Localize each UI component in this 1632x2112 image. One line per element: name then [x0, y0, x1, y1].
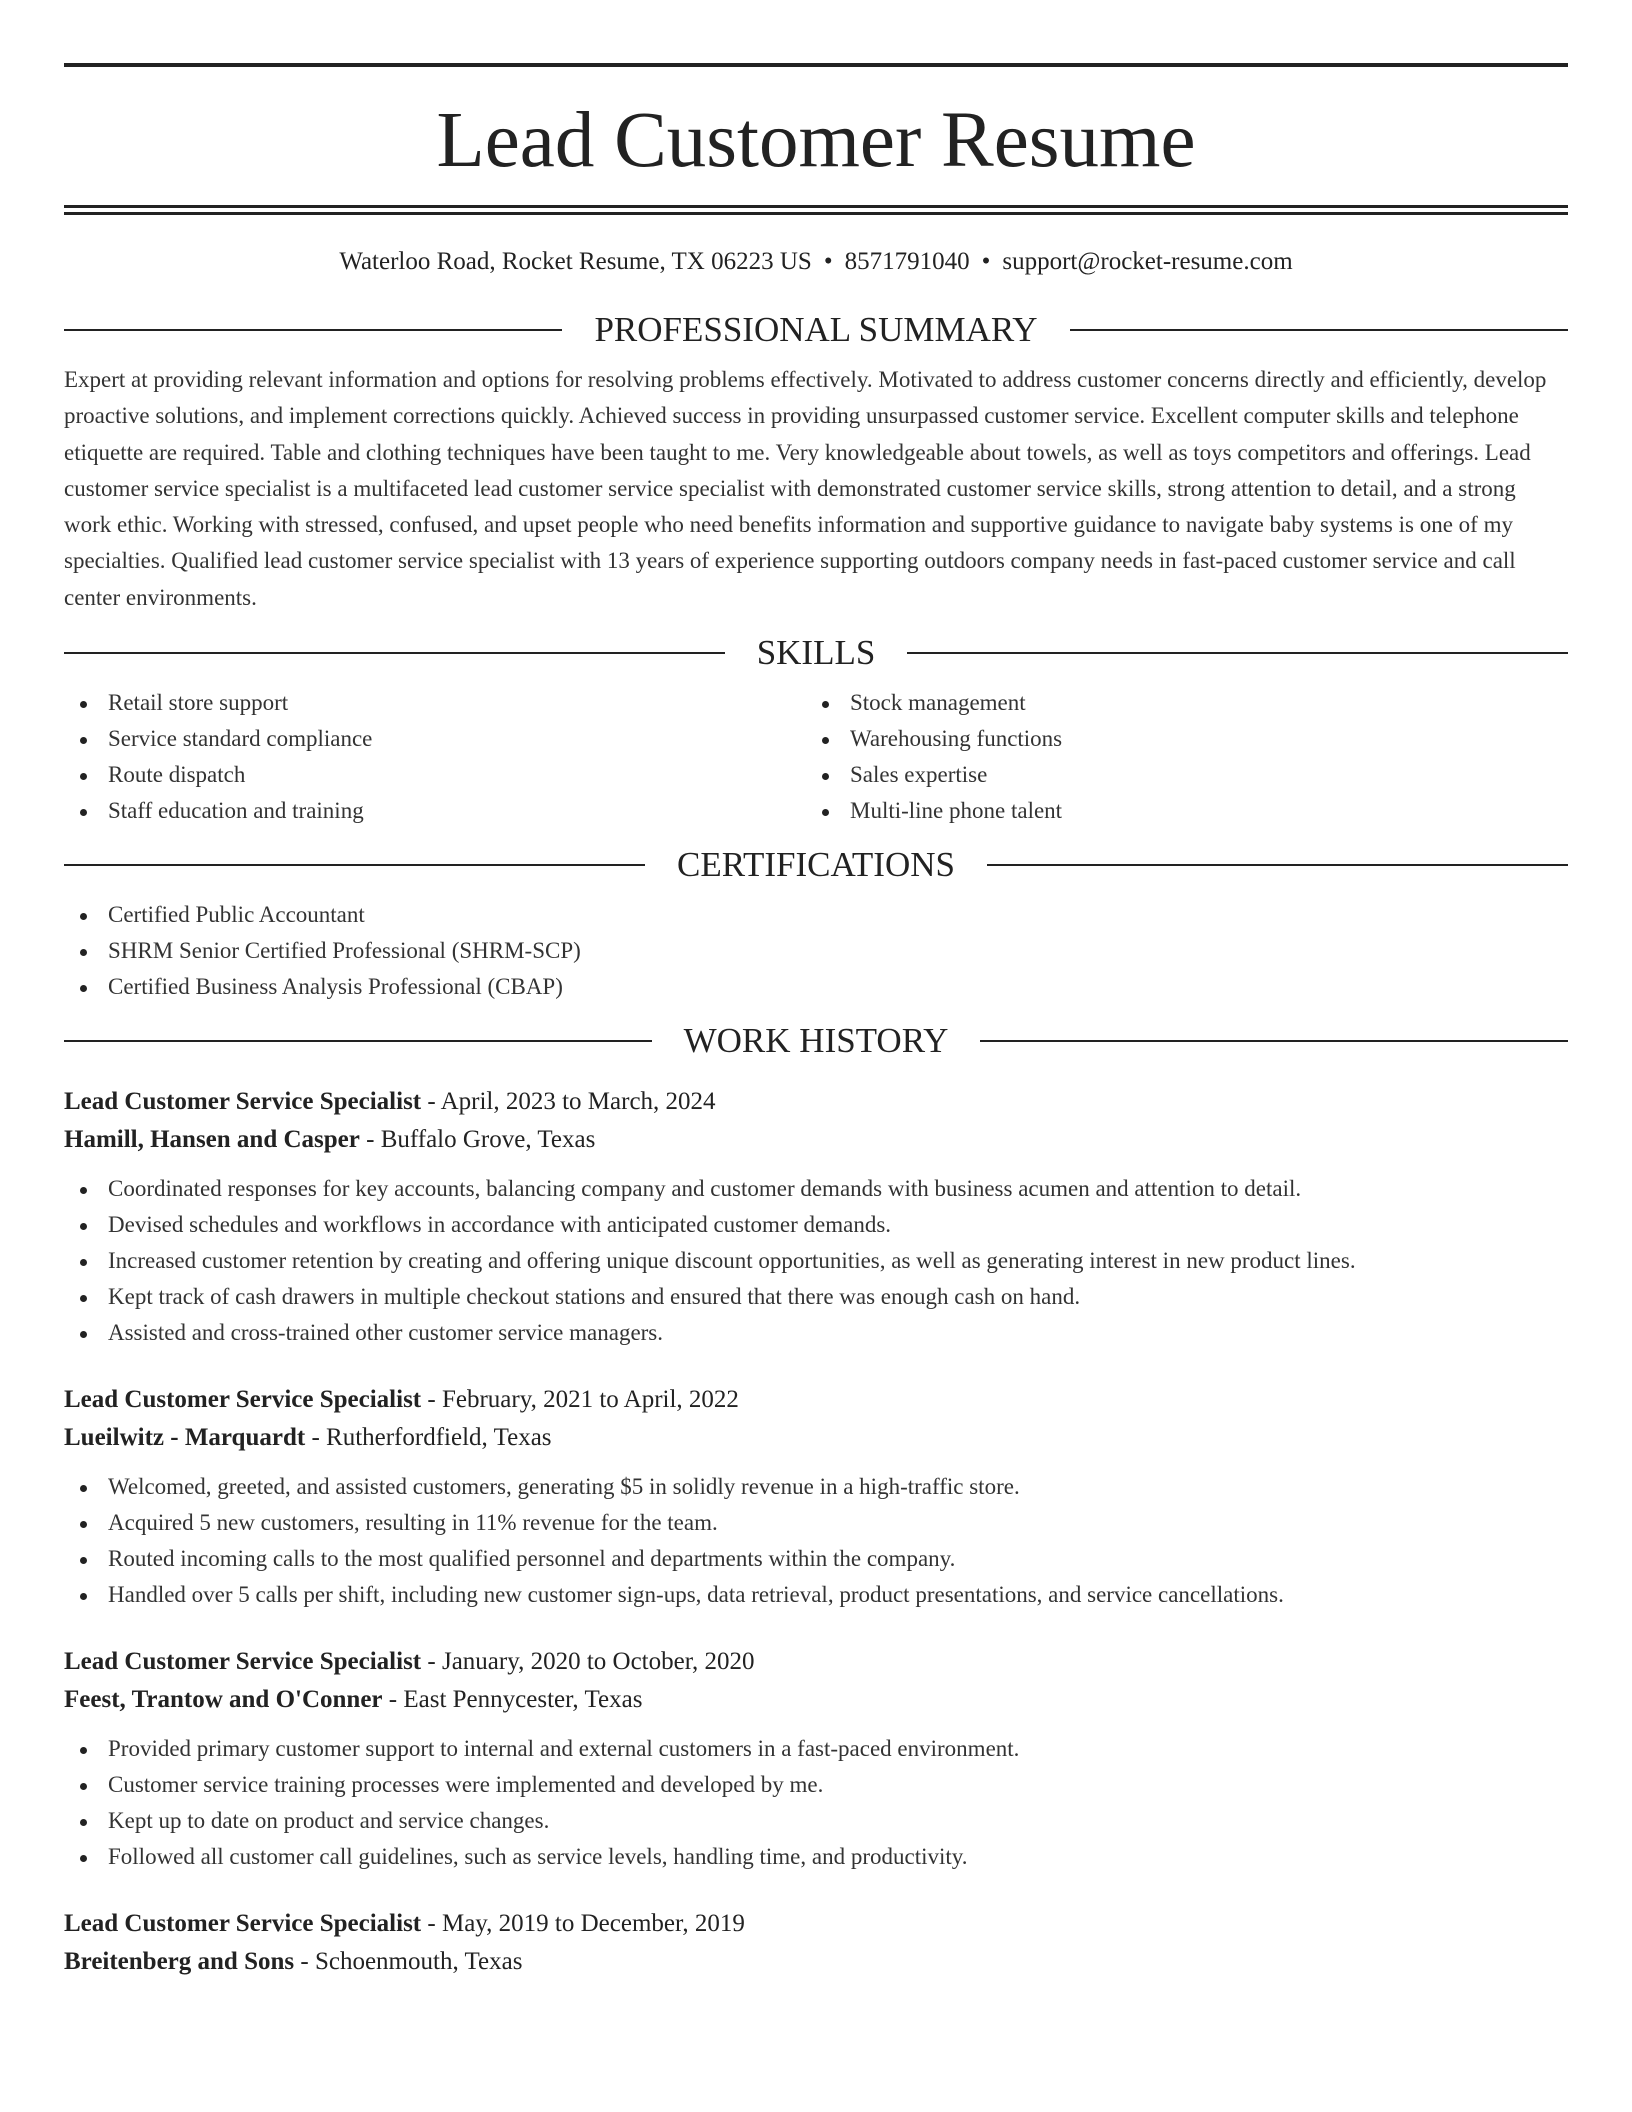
heading-rule — [987, 864, 1568, 866]
job-entry — [64, 1905, 1568, 1981]
job-entry — [64, 1083, 1568, 1351]
job-company-line — [64, 1121, 1568, 1159]
resume-page — [64, 63, 1568, 1981]
job-bullet: Provided primary customer support to internal and external customers in a fast-paced environment. — [64, 1731, 1568, 1767]
certifications-heading-label: CERTIFICATIONS — [677, 845, 955, 885]
job-bullet: Routed incoming calls to the most qualified personnel and departments within the company. — [64, 1541, 1568, 1577]
job-bullet: Devised schedules and workflows in accordance with anticipated customer demands. — [64, 1207, 1568, 1243]
job-dates: - January, 2020 to October, 2020 — [421, 1648, 755, 1676]
job-location: - Buffalo Grove, Texas — [359, 1126, 596, 1154]
job-company-line — [64, 1419, 1568, 1457]
job-bullets — [64, 1731, 1568, 1875]
resume-title: Lead Customer Resume — [436, 97, 1196, 184]
summary-text: Expert at providing relevant information and options for resolving problems effectively. Motivated to address customer concerns directly and efficiently, develop proactive solutions, and implement corrections quickly. Achieved success in providing unsurpassed customer service. Excellent computer skills and telephone etiquette are required. Table and clothing techniques have been taught to me. Very knowledgeable about towels, as well as toys competitors and offerings. Lead customer service specialist is a multifaceted lead customer service specialist with demonstrated customer service skills, strong attention to detail, and a strong work ethic. Working with stressed, confused, and upset people who need benefits information and supportive guidance to navigate baby systems is one of my specialties. Qualified lead customer service specialist with 13 years of experience supporting outdoors company needs in fast-paced customer service and call center environments. — [64, 367, 1547, 610]
heading-rule — [64, 864, 645, 866]
job-company: Hamill, Hansen and Casper — [64, 1126, 360, 1154]
heading-rule — [64, 1040, 652, 1042]
job-role: Lead Customer Service Specialist — [64, 1648, 422, 1676]
work-history-heading — [64, 1021, 1568, 1061]
certification-item: Certified Business Analysis Professional (CBAP) — [64, 969, 1568, 1005]
job-bullet: Kept up to date on product and service changes. — [64, 1803, 1568, 1839]
job-location: - Schoenmouth, Texas — [294, 1948, 523, 1976]
job-bullet: Acquired 5 new customers, resulting in 11% revenue for the team. — [64, 1505, 1568, 1541]
job-company: Lueilwitz - Marquardt — [64, 1424, 306, 1452]
job-role: Lead Customer Service Specialist — [64, 1910, 422, 1938]
job-bullets — [64, 1171, 1568, 1351]
job-bullet: Coordinated responses for key accounts, balancing company and customer demands with business acumen and attention to detail. — [64, 1171, 1568, 1207]
job-role: Lead Customer Service Specialist — [64, 1088, 422, 1116]
job-company: Breitenberg and Sons — [64, 1948, 295, 1976]
skills-column-right — [806, 685, 1548, 829]
contact-email: support@rocket-resume.com — [1002, 248, 1293, 275]
contact-phone: 8571791040 — [844, 248, 970, 275]
job-dates: - February, 2021 to April, 2022 — [421, 1386, 739, 1414]
certifications-heading — [64, 845, 1568, 885]
job-dates: - April, 2023 to March, 2024 — [421, 1088, 716, 1116]
job-bullet: Assisted and cross-trained other customer service managers. — [64, 1315, 1568, 1351]
certifications-list — [64, 897, 1568, 1005]
heading-rule — [1070, 329, 1568, 331]
skill-item: Staff education and training — [64, 793, 806, 829]
heading-rule — [64, 652, 725, 654]
job-entry — [64, 1381, 1568, 1613]
job-entry — [64, 1643, 1568, 1875]
job-company: Feest, Trantow and O'Conner — [64, 1686, 383, 1714]
skill-item: Service standard compliance — [64, 721, 806, 757]
skill-item: Stock management — [806, 685, 1548, 721]
skill-item: Sales expertise — [806, 757, 1548, 793]
work-history-heading-label: WORK HISTORY — [683, 1021, 949, 1061]
job-bullet: Customer service training processes were implemented and developed by me. — [64, 1767, 1568, 1803]
heading-rule — [64, 329, 562, 331]
job-bullet: Followed all customer call guidelines, such as service levels, handling time, and productivity. — [64, 1839, 1568, 1875]
job-bullet: Increased customer retention by creating and offering unique discount opportunities, as well as generating interest in new product lines. — [64, 1243, 1568, 1279]
job-dates: - May, 2019 to December, 2019 — [421, 1910, 745, 1938]
job-company-line — [64, 1681, 1568, 1719]
skill-item: Multi-line phone talent — [806, 793, 1548, 829]
skill-item: Route dispatch — [64, 757, 806, 793]
heading-rule — [907, 652, 1568, 654]
contact-separator: • — [823, 248, 833, 275]
job-bullet: Kept track of cash drawers in multiple checkout stations and ensured that there was enough cash on hand. — [64, 1279, 1568, 1315]
top-rule — [64, 63, 1568, 67]
job-title-line — [64, 1905, 1568, 1943]
skill-item: Retail store support — [64, 685, 806, 721]
job-bullet: Welcomed, greeted, and assisted customers, generating $5 in solidly revenue in a high-traffic store. — [64, 1469, 1568, 1505]
contact-address: Waterloo Road, Rocket Resume, TX 06223 US — [339, 248, 812, 275]
job-bullet: Handled over 5 calls per shift, including new customer sign-ups, data retrieval, product presentations, and service cancellations. — [64, 1577, 1568, 1613]
job-company-line — [64, 1943, 1568, 1981]
skills-list — [64, 685, 1568, 829]
job-title-line — [64, 1643, 1568, 1681]
skills-heading — [64, 633, 1568, 673]
job-bullets — [64, 1469, 1568, 1613]
skill-item: Warehousing functions — [806, 721, 1548, 757]
certification-item: SHRM Senior Certified Professional (SHRM-SCP) — [64, 933, 1568, 969]
skills-column-left — [64, 685, 806, 829]
contact-line — [64, 247, 1568, 277]
job-location: - East Pennycester, Texas — [382, 1686, 643, 1714]
contact-separator: • — [981, 248, 991, 275]
certification-item: Certified Public Accountant — [64, 897, 1568, 933]
heading-rule — [980, 1040, 1568, 1042]
job-title-line — [64, 1381, 1568, 1419]
job-location: - Rutherfordfield, Texas — [305, 1424, 552, 1452]
skills-heading-label: SKILLS — [756, 633, 876, 673]
title-double-rule — [64, 205, 1568, 215]
summary-heading — [64, 310, 1568, 350]
summary-heading-label: PROFESSIONAL SUMMARY — [594, 310, 1038, 349]
job-title-line — [64, 1083, 1568, 1121]
job-role: Lead Customer Service Specialist — [64, 1386, 422, 1414]
